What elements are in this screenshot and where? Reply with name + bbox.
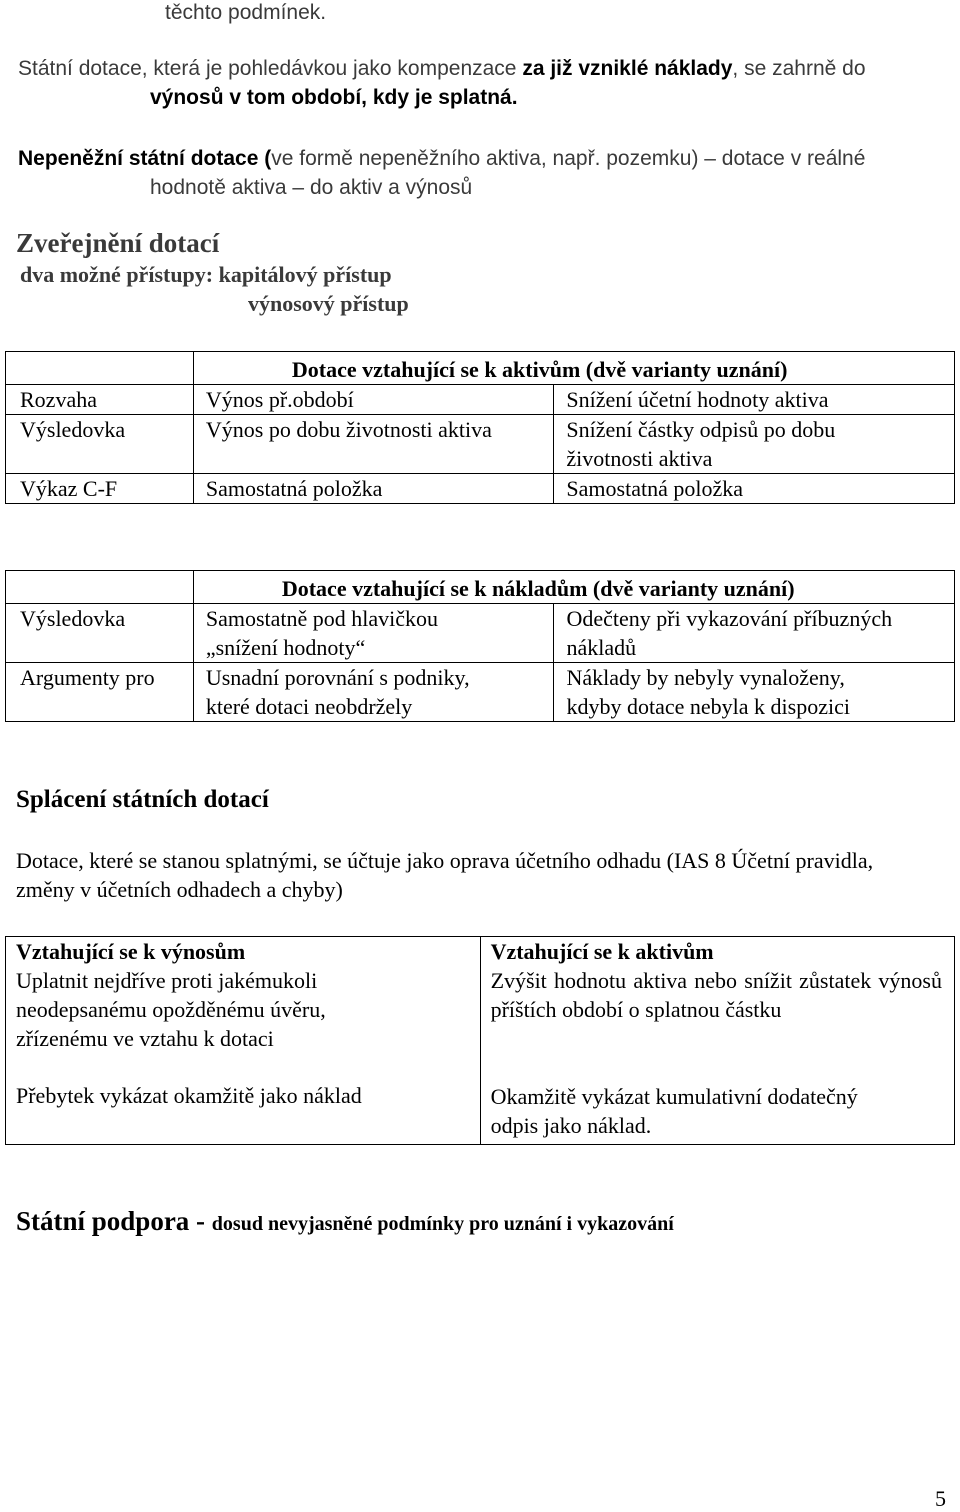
assets-header: Dotace vztahující se k aktivům (dvě varianty uznání)	[193, 352, 954, 385]
costs-table-header-row	[6, 571, 955, 604]
repay-left-p1: Uplatnit nejdříve proti jakémukoli neodepsanému opožděnému úvěru, zřízenému ve vztahu k dotaci	[16, 968, 326, 1051]
para2-line1	[18, 146, 865, 172]
para2-bold: Nepeněžní státní dotace (	[18, 147, 272, 170]
repay-left-cell	[6, 937, 481, 1145]
state-support	[16, 1206, 674, 1237]
repay-left-header: Vztahující se k výnosům	[16, 939, 246, 964]
row-label: Výsledovka	[6, 604, 194, 663]
costs-header-empty	[6, 571, 194, 604]
page-number: 5	[935, 1486, 946, 1511]
assets-table-header-row	[6, 352, 955, 385]
repay-right-cell	[480, 937, 954, 1145]
row-label: Argumenty pro	[6, 663, 194, 722]
table-row	[6, 604, 955, 663]
row-cell-b: Snížení částky odpisů po dobu životnosti aktiva	[554, 415, 955, 474]
para2-rest1: ve formě nepeněžního aktiva, např. pozemku) – dotace v reálné	[271, 147, 866, 170]
row-cell-b: Samostatná položka	[554, 474, 955, 504]
disclosure-line1: dva možné přístupy: kapitálový přístup	[20, 262, 392, 287]
row-cell-b: Náklady by nebyly vynaloženy, kdyby dotace nebyla k dispozici	[554, 663, 955, 722]
top-line: těchto podmínek.	[165, 1, 327, 24]
disclosure-heading: Zveřejnění dotací	[16, 228, 220, 258]
disclosure-line2: výnosový přístup	[248, 291, 409, 316]
repay-left-p2: Přebytek vykázat okamžitě jako náklad	[16, 1083, 362, 1108]
table-row	[6, 474, 955, 504]
state-support-title: Státní podpora -	[16, 1206, 212, 1236]
para1-bold1: za již vzniklé náklady	[522, 57, 733, 80]
repay-right-p1: Zvýšit hodnotu aktiva nebo snížit zůstatek výnosů příštích období o splatnou částku	[490, 968, 942, 1022]
row-cell-a: Usnadní porovnání s podniky, které dotaci neobdržely	[193, 663, 554, 722]
para1-line1	[18, 56, 866, 82]
para2-line2: hodnotě aktiva – do aktiv a výnosů	[150, 176, 473, 199]
table-row	[6, 415, 955, 474]
row-cell-a: Výnos po dobu životnosti aktiva	[193, 415, 554, 474]
costs-header: Dotace vztahující se k nákladům (dvě varianty uznání)	[193, 571, 954, 604]
row-cell-b: Snížení účetní hodnoty aktiva	[554, 385, 955, 415]
assets-header-empty	[6, 352, 194, 385]
costs-table	[5, 570, 955, 722]
row-label: Výsledovka	[6, 415, 194, 474]
row-cell-a: Výnos př.období	[193, 385, 554, 415]
row-label: Výkaz C-F	[6, 474, 194, 504]
para1-pre: Státní dotace, která je pohledávkou jako kompenzace	[18, 57, 523, 80]
para1-line2	[150, 85, 518, 111]
repay-right-header: Vztahující se k aktivům	[490, 939, 714, 964]
table-row	[6, 663, 955, 722]
row-label: Rozvaha	[6, 385, 194, 415]
repay-table	[5, 936, 955, 1145]
repayment-heading: Splácení státních dotací	[16, 786, 269, 813]
table-row	[6, 937, 955, 1145]
para1-mid: , se zahrně do	[732, 57, 866, 80]
repay-right-p2: Okamžitě vykázat kumulativní dodatečný odpis jako náklad.	[490, 1084, 858, 1138]
row-cell-a: Samostatná položka	[193, 474, 554, 504]
state-support-note: dosud nevyjasněné podmínky pro uznání i vykazování	[211, 1213, 674, 1235]
table-row	[6, 385, 955, 415]
assets-table	[5, 351, 955, 504]
row-cell-a: Samostatně pod hlavičkou „snížení hodnoty“	[193, 604, 554, 663]
para1-bold2: výnosů v tom období, kdy je splatná.	[150, 86, 518, 109]
repayment-text: Dotace, které se stanou splatnými, se účtuje jako oprava účetního odhadu (IAS 8 Účetní pravidla, změny v účetních odhadech a chyby)	[16, 848, 874, 902]
row-cell-b: Odečteny při vykazování příbuzných nákladů	[554, 604, 955, 663]
